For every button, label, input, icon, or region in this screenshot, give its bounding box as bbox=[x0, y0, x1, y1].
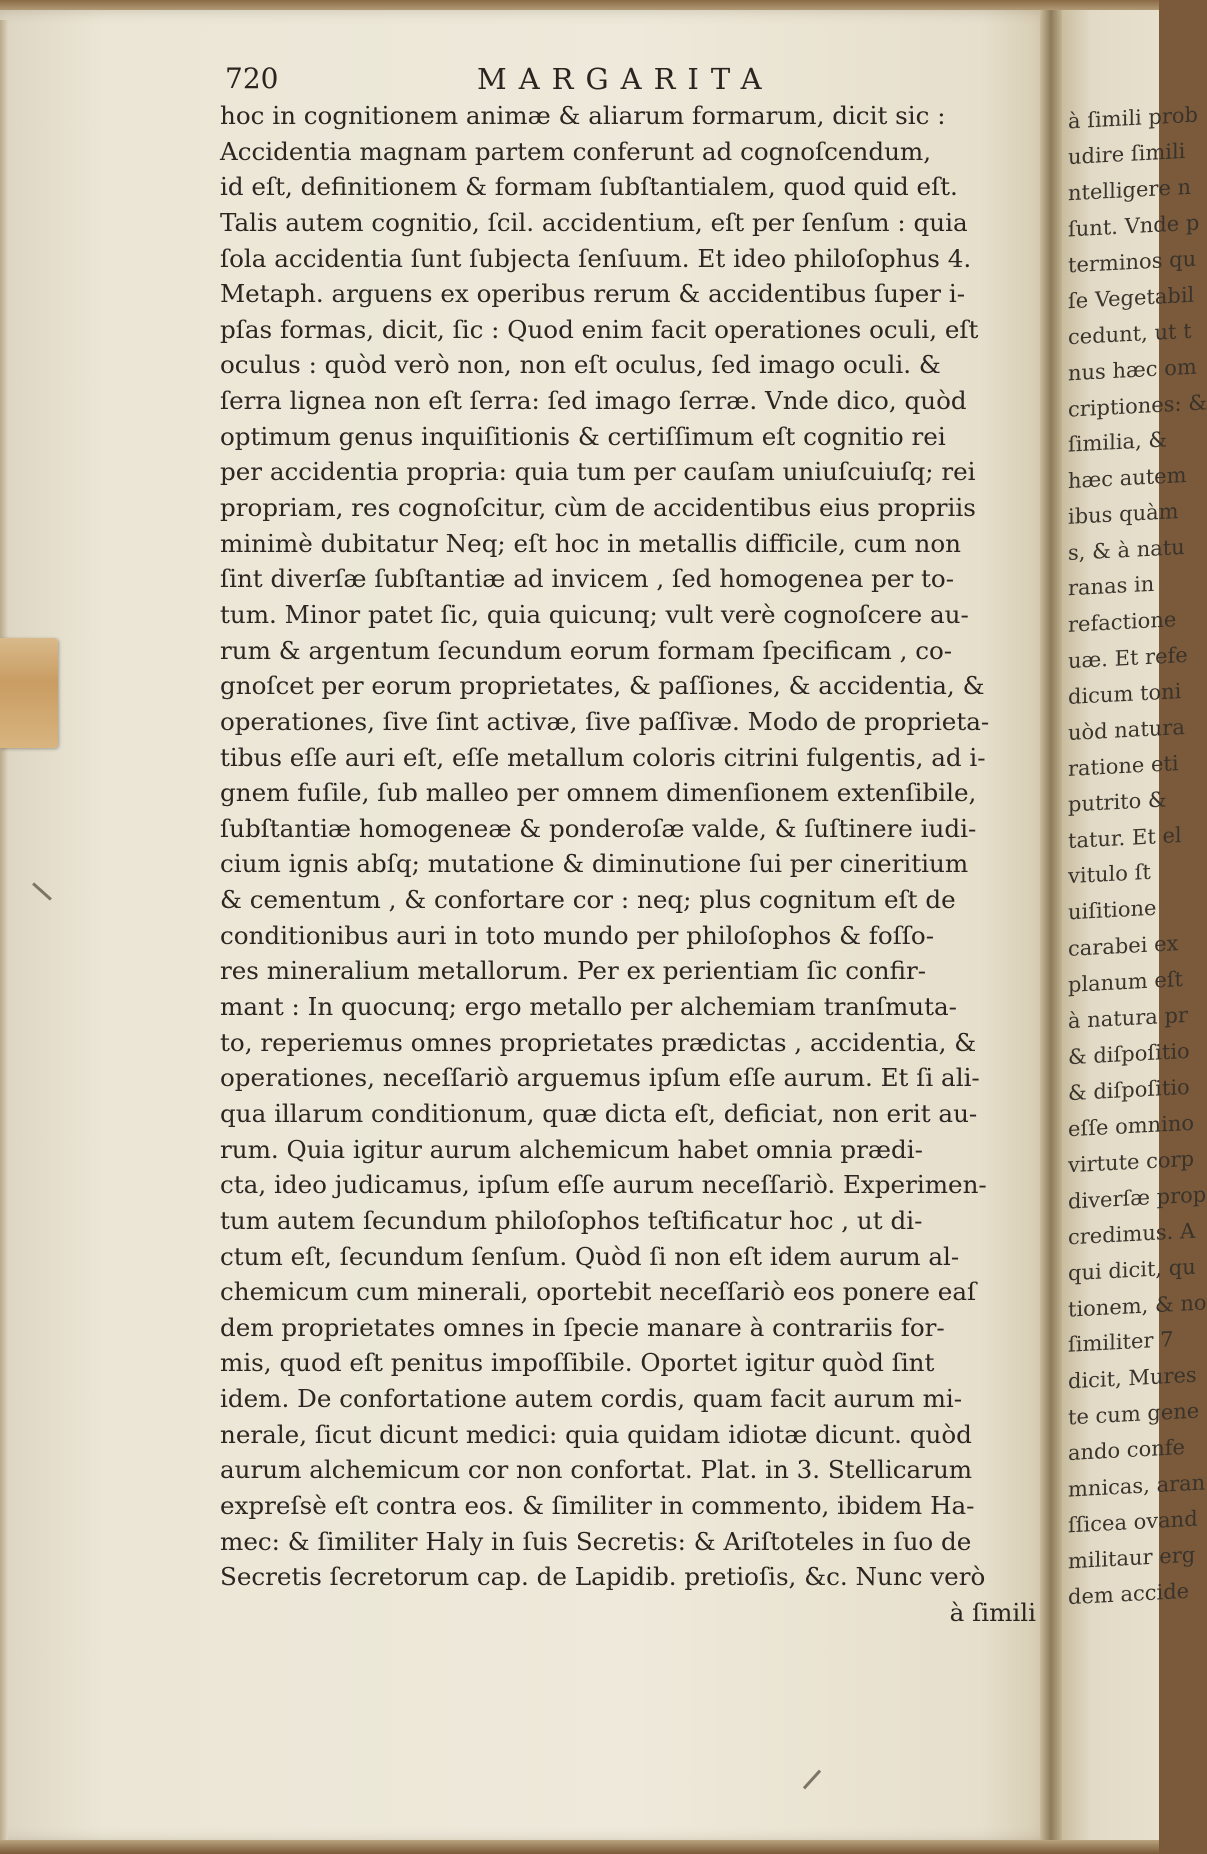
next-page-fragment: dicum toni bbox=[1068, 679, 1182, 709]
text-line: chemicum cum minerali, oportebit neceſſariò eos ponere eaſ bbox=[220, 1277, 977, 1307]
text-line: cium ignis abſq; mutatione & diminutione ſui per cineritium bbox=[220, 849, 969, 879]
next-page-fragment: te cum gene bbox=[1068, 1398, 1200, 1430]
next-page-fragment: ſſicea ovand bbox=[1068, 1506, 1198, 1538]
page-binding-edge bbox=[0, 20, 8, 1852]
next-page-fragment: criptiones: & bbox=[1068, 390, 1207, 422]
next-page-fragment: putrito & bbox=[1068, 787, 1167, 817]
next-page-fragment: vitulo ſt bbox=[1068, 859, 1151, 889]
text-line: tum autem ſecundum philoſophos teſtificatur hoc , ut di- bbox=[220, 1205, 923, 1235]
text-line: optimum genus inquiſitionis & certiſſimum eſt cognitio rei bbox=[220, 421, 946, 451]
next-page-fragment: s, & à natu bbox=[1068, 534, 1185, 566]
text-line: & cementum , & confortare cor : neq; plus cognitum eſt de bbox=[220, 885, 956, 915]
text-line: Accidentia magnam partem conferunt ad cognoſcendum, bbox=[220, 136, 932, 166]
text-line: hoc in cognitionem animæ & aliarum formarum, dicit sic : bbox=[220, 101, 946, 130]
text-line: propriam, res cognoſcitur, cùm de accidentibus eius propriis bbox=[220, 493, 976, 523]
next-page-fragment: ntelligere n bbox=[1068, 174, 1192, 206]
next-page-fragment: diverſæ prop bbox=[1068, 1182, 1207, 1214]
next-page-fragment: credimus. A bbox=[1068, 1218, 1196, 1250]
next-page-fragment: tionem, & no bbox=[1068, 1290, 1207, 1322]
next-page-fragment: & diſpoſitio bbox=[1068, 1038, 1190, 1070]
next-page-fragment: ibus quàm bbox=[1068, 499, 1179, 529]
next-page-fragment: tatur. Et el bbox=[1068, 823, 1182, 853]
next-page-fragment: uæ. Et refe bbox=[1068, 642, 1188, 674]
next-page-fragment: eſſe omnino bbox=[1068, 1110, 1195, 1142]
next-page-fragment: cedunt, ut t bbox=[1068, 318, 1192, 350]
next-page-fragment: ſe Vegetabil bbox=[1068, 282, 1195, 314]
next-page-fragment: udire ſimili bbox=[1068, 138, 1186, 170]
running-title: MARGARITA bbox=[477, 62, 774, 96]
text-line: ctum eſt, ſecundum ſenſum. Quòd ſi non eſt idem aurum al- bbox=[220, 1241, 960, 1271]
text-line: ſerra lignea non eſt ſerra: ſed imago ſerræ. Vnde dico, quòd bbox=[220, 386, 967, 416]
text-line: conditionibus auri in toto mundo per philoſophos & foſſo- bbox=[220, 920, 935, 950]
text-line: per accidentia propria: quia tum per cauſam uniuſcuiuſq; rei bbox=[220, 457, 976, 487]
text-line: oculus : quòd verò non, non eſt oculus, ſed imago oculi. & bbox=[220, 350, 941, 380]
next-page-fragment: ſunt. Vnde p bbox=[1068, 210, 1200, 242]
body-text bbox=[220, 98, 1042, 1631]
next-page-fragment: à natura pr bbox=[1068, 1002, 1188, 1034]
next-page-fragment: terminos qu bbox=[1068, 246, 1197, 278]
ink-mark bbox=[32, 882, 52, 900]
bookmark-tab bbox=[0, 638, 58, 748]
next-page-fragment: planum eſt bbox=[1068, 966, 1183, 998]
text-line: ſint diverſæ ſubſtantiæ ad invicem , ſed homogenea per to- bbox=[220, 564, 955, 594]
next-page-fragment: refactione bbox=[1068, 607, 1177, 637]
next-page-fragment: mnicas, aran bbox=[1068, 1470, 1206, 1502]
text-line: aurum alchemicum cor non confortat. Plat. in 3. Stellicarum bbox=[220, 1455, 973, 1485]
next-page-fragment: militaur erg bbox=[1068, 1542, 1196, 1574]
next-page-fragment: ranas in bbox=[1068, 571, 1155, 601]
text-line: dem proprietates omnes in ſpecie manare à contrariis for- bbox=[220, 1312, 945, 1342]
text-line: Metaph. arguens ex operibus rerum & accidentibus ſuper i- bbox=[220, 279, 966, 309]
left-page bbox=[0, 10, 1055, 1842]
text-line: nerale, ſicut dicunt medici: quia quidam idiotæ dicunt. quòd bbox=[220, 1419, 972, 1449]
catchword: à ſimili bbox=[949, 1597, 1036, 1627]
text-line: gnem fuſile, ſub malleo per omnem dimenſionem extenſibile, bbox=[220, 778, 977, 808]
text-line: idem. De confortatione autem cordis, quam facit aurum mi- bbox=[220, 1384, 963, 1414]
next-page-fragment: & diſpoſitio bbox=[1068, 1074, 1190, 1106]
next-page-fragment: carabei ex bbox=[1068, 931, 1179, 961]
text-line: Secretis ſecretorum cap. de Lapidib. pretioſis, &c. Nunc verò bbox=[220, 1562, 986, 1592]
next-page-fragment: hæc autem bbox=[1068, 462, 1187, 494]
next-page-fragment: dicit, Mures bbox=[1068, 1362, 1197, 1394]
next-page-fragment: uòd natura bbox=[1068, 714, 1185, 746]
bottom-page-edge bbox=[0, 1840, 1159, 1854]
text-line: operationes, ſive ſint activæ, ſive paſſivæ. Modo de proprieta- bbox=[220, 706, 990, 736]
text-line: minimè dubitatur Neq; eſt hoc in metallis difficile, cum non bbox=[220, 528, 961, 558]
text-line: pſas formas, dicit, ſic : Quod enim facit operationes oculi, eſt bbox=[220, 314, 979, 344]
text-line: tum. Minor patet ſic, quia quicunq; vult verè cognoſcere au- bbox=[220, 599, 969, 629]
text-line: qua illarum conditionum, quæ dicta eſt, deficiat, non erit au- bbox=[220, 1098, 978, 1128]
text-line: mis, quod eſt penitus impoſſibile. Oportet igitur quòd ſint bbox=[220, 1348, 935, 1378]
text-line: ſola accidentia ſunt ſubjecta ſenſuum. Et ideo philoſophus 4. bbox=[220, 243, 972, 273]
page-number: 720 bbox=[225, 62, 279, 95]
text-line: operationes, neceſſariò arguemus ipſum eſſe aurum. Et ſi ali- bbox=[220, 1063, 980, 1093]
text-line: rum. Quia igitur aurum alchemicum habet omnia prædi- bbox=[220, 1134, 923, 1164]
text-line: res mineralium metallorum. Per ex perientiam ſic confir- bbox=[220, 956, 927, 986]
ink-mark bbox=[803, 1770, 821, 1790]
text-line: Talis autem cognitio, ſcil. accidentium, eſt per ſenſum : quia bbox=[220, 207, 968, 237]
next-page-fragment: à ſimili prob bbox=[1068, 102, 1198, 134]
next-page-fragment: ando confe bbox=[1068, 1434, 1185, 1466]
text-line: mec: & ſimiliter Haly in ſuis Secretis: & Ariſtoteles in ſuo de bbox=[220, 1526, 972, 1556]
text-line: to, reperiemus omnes proprietates prædictas , accidentia, & bbox=[220, 1027, 977, 1057]
next-page-fragment: qui dicit, qu bbox=[1068, 1254, 1196, 1286]
text-line: cta, ideo judicamus, ipſum eſſe aurum neceſſariò. Experimen- bbox=[220, 1170, 987, 1200]
facing-page-fragment bbox=[1062, 10, 1207, 1842]
text-line: gnoſcet per eorum proprietates, & paſſiones, & accidentia, & bbox=[220, 671, 985, 701]
next-page-fragment: dem accide bbox=[1068, 1578, 1190, 1610]
book-gutter bbox=[1040, 10, 1062, 1842]
next-page-fragment: ſimiliter 7 bbox=[1068, 1327, 1174, 1357]
text-line: expreſsè eſt contra eos. & ſimiliter in commento, ibidem Ha- bbox=[220, 1490, 975, 1520]
text-line: rum & argentum ſecundum eorum formam ſpecificam , co- bbox=[220, 635, 953, 665]
next-page-fragment: ſimilia, & bbox=[1068, 427, 1168, 457]
text-line: ſubſtantiæ homogeneæ & ponderoſæ valde, & ſuſtinere iudi- bbox=[220, 813, 977, 843]
text-line: id eſt, definitionem & formam ſubſtantialem, quod quid eſt. bbox=[220, 172, 958, 202]
next-page-fragment: uiſitione bbox=[1068, 895, 1157, 925]
next-page-fragment: ratione eti bbox=[1068, 751, 1179, 781]
text-line: mant : In quocunq; ergo metallo per alchemiam tranſmuta- bbox=[220, 992, 957, 1022]
next-page-fragment: nus hæc om bbox=[1068, 354, 1197, 386]
next-page-fragment: virtute corp bbox=[1068, 1146, 1195, 1178]
text-line: tibus eſſe auri eſt, eſſe metallum coloris citrini fulgentis, ad i- bbox=[220, 742, 986, 772]
